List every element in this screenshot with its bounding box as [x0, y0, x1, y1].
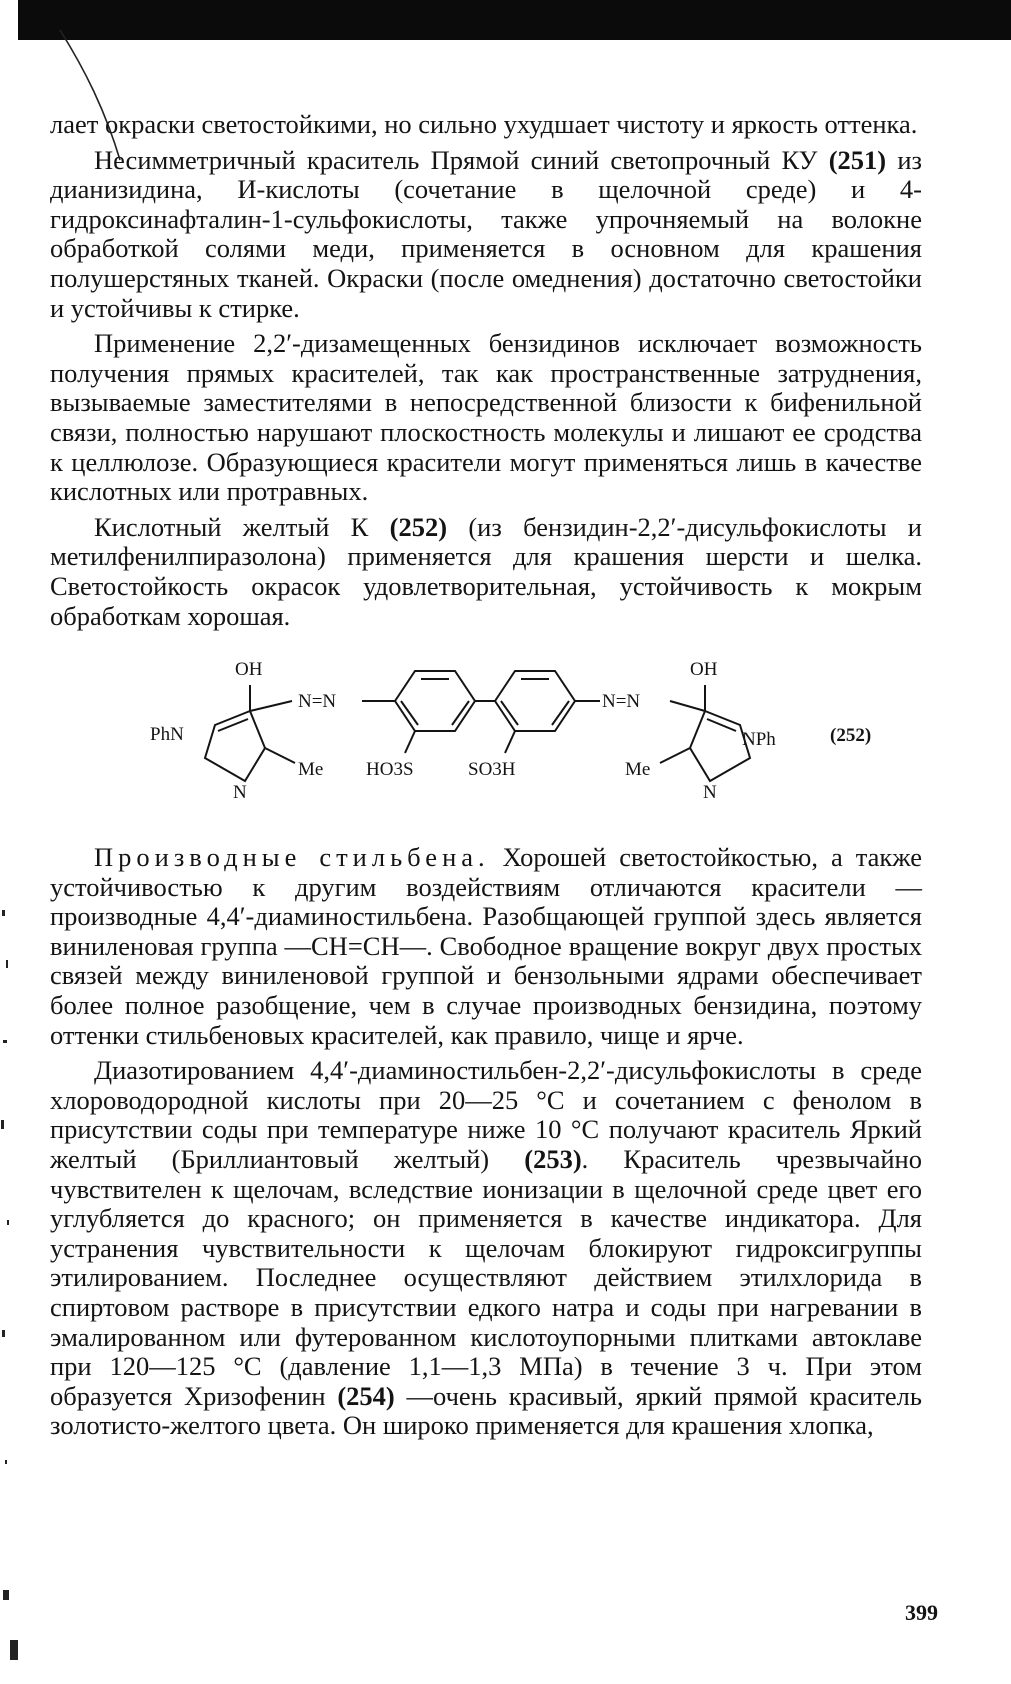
formula-phn: PhN: [150, 724, 184, 746]
compound-number: (252): [389, 511, 448, 542]
compound-number: (253): [524, 1144, 582, 1175]
formula-azo-right: N=N: [602, 691, 641, 713]
paragraph-2: Несимметричный краситель Прямой синий светопрочный КУ (251) из дианизидина, И-кислоты (сочетание в щелочной среде) и 4-гидроксинафталин-1-сульфокислоты, также упрочняемый на волокне обработкой солями меди, применяется в основном для крашения полушерстяных тканей. Окраски (после омеднения) достаточно светостойки и устойчивы к стирке.: [50, 144, 922, 323]
paragraph-3: Применение 2,2′-дизамещенных бензидинов исключает возможность получения прямых красителей, так как пространственные затруднения, вызываемые заместителями в непосредственной близости к бифенильной связи, полностью нарушают плоскостность молекулы и лишают ее сродства к целлюлозе. Образующиеся красители могут применяться лишь в качестве кислотных или протравных.: [50, 328, 922, 507]
scan-edge-noise: [0, 900, 26, 1680]
formula-nph: NPh: [742, 729, 776, 751]
formula-azo-left: N=N: [298, 691, 337, 713]
paragraph-5: Производные стильбена. Хорошей светостойкостью, а также устойчивостью к другим воздействиям отличаются красители — производные 4,4′-диаминостильбена. Разобщающей группой здесь является виниленовая группа —CH=CH—. Свободное вращение вокруг двух простых связей между виниленовой группой и бензольными ядрами обеспечивает более полное разобщение, чем в случае производных бензидина, поэтому оттенки стильбеновых красителей, как правило, чище и ярче.: [50, 842, 922, 1050]
paragraph-1: лает окраски светостойкими, но сильно ухудшает чистоту и яркость оттенка.: [50, 109, 918, 139]
scan-top-border: [18, 0, 1011, 40]
formula-oh-left: OH: [235, 659, 263, 681]
formula-so3h-right: SO3H: [468, 759, 516, 781]
paragraph-4: Кислотный желтый К (252) (из бензидин-2,2′-дисульфокислоты и метилфенилпиразолона) применяется для крашения шерсти и шелка. Светостойкость окрасок удовлетворительная, устойчивость к мокрым обработкам хорошая.: [50, 511, 922, 631]
page-body: [50, 110, 922, 1441]
structural-formula: [50, 653, 922, 823]
formula-so3h-left: HO3S: [366, 759, 414, 781]
compound-number: (251): [828, 144, 887, 175]
formula-me-left: Me: [298, 759, 324, 781]
section-heading: Производные стильбена.: [94, 842, 490, 873]
formula-n-left: N: [233, 782, 247, 804]
formula-number: (252): [830, 725, 872, 747]
formula-252-drawing: [130, 653, 910, 823]
paragraph-6: Диазотированием 4,4′-диаминостильбен-2,2′-дисульфокислоты в среде хлороводородной кислоты при 20—25 °С и сочетанием с фенолом в присутствии соды при температуре ниже 10 °С получают краситель Яркий желтый (Бриллиантовый желтый) (253). Краситель чрезвычайно чувствителен к щелочам, вследствие ионизации в щелочной среде цвет его углубляется до красного; он применяется в качестве индикатора. Для устранения чувствительности к щелочам блокируют гидроксигруппы этилированием. Последнее осуществляют действием этилхлорида в спиртовом растворе в присутствии едкого натра и соды при нагревании в эмалированном или футерованном кислотоупорными плитками автоклаве при 120—125 °С (давление 1,1—1,3 МПа) в течение 3 ч. При этом образуется Хризофенин (254) —очень красивый, яркий прямой краситель золотисто-желтого цвета. Он широко применяется для крашения хлопка,: [50, 1055, 922, 1441]
formula-oh-right: OH: [690, 659, 718, 681]
page-number: 399: [905, 1600, 938, 1625]
formula-me-right: Me: [625, 759, 651, 781]
compound-number: (254): [337, 1380, 395, 1411]
formula-n-right: N: [703, 782, 717, 804]
